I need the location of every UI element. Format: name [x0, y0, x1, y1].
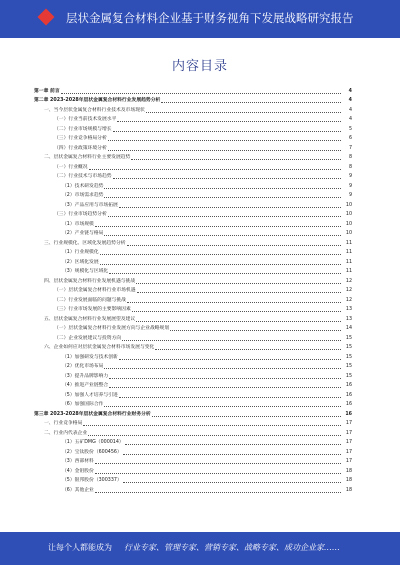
toc-entry[interactable]: [34, 142, 352, 152]
toc-entry-text: （1）市场规模: [62, 221, 94, 227]
toc-page-number: 17: [345, 430, 352, 436]
toc-leader-dots: [127, 302, 341, 303]
footer-bar: [0, 532, 400, 565]
toc-leader-dots: [95, 473, 341, 474]
toc-entry[interactable]: [34, 361, 352, 371]
toc-entry-text: （2）产业链与格局: [62, 231, 104, 236]
toc-page-number: 14: [345, 326, 352, 331]
toc-page-number: 18: [345, 487, 352, 493]
toc-entry[interactable]: [34, 218, 352, 228]
toc-entry-text: （1）加强研发与技术创新: [62, 354, 118, 360]
toc-entry-text: （4）金钼股份: [62, 468, 94, 474]
toc-entry[interactable]: [34, 161, 352, 171]
toc-entry[interactable]: [34, 247, 352, 257]
table-of-contents: [34, 85, 352, 494]
toc-entry-text: （2）宝钛股份（600456）: [62, 449, 122, 455]
toc-leader-dots: [127, 245, 341, 246]
toc-entry[interactable]: [34, 446, 352, 456]
toc-entry[interactable]: [34, 294, 352, 304]
toc-entry[interactable]: [34, 313, 352, 323]
toc-page-number: 10: [345, 202, 352, 208]
toc-leader-dots: [119, 207, 341, 208]
toc-leader-dots: [136, 321, 341, 322]
toc-entry[interactable]: [34, 228, 352, 238]
toc-page-number: 18: [345, 468, 352, 474]
toc-entry[interactable]: [34, 123, 352, 133]
toc-entry[interactable]: [34, 266, 352, 276]
toc-entry-text: （四）行业政策环境分析: [54, 145, 107, 151]
toc-entry-text: 六、企业如何应对层状金属复合材料市场发展与变化: [44, 345, 155, 350]
toc-page-number: 17: [345, 449, 352, 455]
toc-page-number: 16: [345, 392, 352, 398]
toc-leader-dots: [113, 178, 341, 179]
toc-entry-text: 五、层状金属复合材料行业发展展望及建议: [44, 316, 136, 322]
toc-entry[interactable]: [34, 209, 352, 219]
toc-page-number: 9: [348, 174, 352, 179]
toc-entry-text: （1）五矿DMG（000014）: [62, 440, 124, 445]
toc-leader-dots: [104, 188, 341, 189]
toc-entry-text: 二、层状金属复合材料行业主要发展趋势: [44, 155, 131, 160]
toc-entry[interactable]: [34, 332, 352, 342]
toc-entry[interactable]: [34, 342, 352, 352]
toc-page-number: 9: [348, 193, 352, 198]
toc-page-number: 10: [345, 231, 352, 236]
toc-entry-text: （一）行业当前技术发展水平: [54, 117, 117, 122]
toc-entry[interactable]: [34, 199, 352, 209]
toc-page-number: 15: [345, 364, 352, 369]
toc-leader-dots: [136, 283, 341, 284]
toc-page-number: 5: [348, 126, 352, 132]
toc-entry-text: （3）提升品牌影响力: [62, 373, 109, 379]
toc-entry-text: 第一章 前言: [34, 88, 60, 94]
toc-leader-dots: [100, 254, 341, 255]
toc-leader-dots: [125, 444, 341, 445]
toc-entry[interactable]: [34, 152, 352, 162]
toc-page-number: 10: [345, 212, 352, 217]
toc-entry-text: （3）西部材料: [62, 459, 94, 464]
toc-entry[interactable]: [34, 114, 352, 124]
toc-leader-dots: [152, 416, 341, 417]
toc-leader-dots: [155, 349, 341, 350]
toc-entry[interactable]: [34, 171, 352, 181]
footer-subline: 行业专家、管理专家、营销专家、战略专家、成功企业家……: [124, 543, 340, 552]
toc-leader-dots: [83, 425, 341, 426]
toc-leader-dots: [104, 197, 341, 198]
toc-page-number: 15: [345, 354, 352, 360]
toc-page-number: 13: [345, 307, 352, 312]
toc-page-number: 4: [348, 88, 352, 94]
toc-entry-text: （2）市场需求趋势: [62, 193, 104, 198]
toc-page-number: 4: [348, 98, 352, 103]
toc-entry[interactable]: [34, 85, 352, 95]
toc-entry[interactable]: [34, 304, 352, 314]
toc-leader-dots: [170, 330, 341, 331]
toc-entry[interactable]: [34, 399, 352, 409]
toc-entry[interactable]: [34, 456, 352, 466]
toc-leader-dots: [119, 397, 341, 398]
toc-leader-dots: [104, 368, 341, 369]
toc-leader-dots: [95, 492, 341, 493]
toc-entry[interactable]: [34, 285, 352, 295]
toc-entry[interactable]: [34, 95, 352, 105]
toc-page-number: 16: [345, 383, 352, 388]
toc-heading: 内容目录: [171, 59, 228, 74]
toc-entry[interactable]: [34, 370, 352, 380]
toc-entry-text: （二）行业技术与市场趋势: [54, 174, 112, 179]
toc-page-number: 10: [345, 221, 352, 227]
toc-leader-dots: [89, 169, 341, 170]
toc-leader-dots: [117, 121, 341, 122]
toc-leader-dots: [137, 292, 341, 293]
toc-entry-text: （1）技术研发趋势: [62, 183, 104, 189]
toc-entry[interactable]: [34, 256, 352, 266]
toc-page-number: 12: [345, 288, 352, 293]
toc-entry-text: （4）推进产业链整合: [62, 383, 109, 388]
toc-entry-text: （5）加强人才培养与引进: [62, 392, 118, 398]
toc-page-number: 8: [348, 155, 352, 160]
toc-leader-dots: [161, 102, 341, 103]
toc-leader-dots: [109, 273, 341, 274]
toc-entry-text: （三）行业竞争格局分析: [54, 136, 107, 141]
toc-entry[interactable]: [34, 475, 352, 485]
toc-entry[interactable]: [34, 389, 352, 399]
footer-slogan: 让每个人都能成为: [48, 543, 112, 552]
toc-entry[interactable]: [34, 190, 352, 200]
toc-page-number: 17: [345, 421, 352, 426]
toc-entry[interactable]: [34, 351, 352, 361]
toc-entry-text: 第二章 2023-2028年层状金属复合材料行业发展趋势分析: [34, 98, 161, 103]
toc-page-number: 15: [345, 373, 352, 379]
toc-entry-text: （1）行业规模化: [62, 250, 99, 255]
toc-entry-text: （3）规模化与区域化: [62, 269, 109, 274]
toc-leader-dots: [95, 463, 341, 464]
toc-page-number: 11: [345, 269, 352, 274]
toc-leader-dots: [95, 226, 341, 227]
toc-page-number: 12: [345, 278, 352, 284]
toc-leader-dots: [108, 150, 341, 151]
toc-leader-dots: [88, 435, 341, 436]
toc-entry[interactable]: [34, 484, 352, 494]
toc-entry[interactable]: [34, 323, 352, 333]
toc-leader-dots: [109, 387, 341, 388]
toc-entry-text: （2）优化市场布局: [62, 364, 104, 369]
toc-entry[interactable]: [34, 180, 352, 190]
toc-page-number: 4: [348, 117, 352, 122]
toc-leader-dots: [113, 131, 341, 132]
toc-page-number: 15: [345, 345, 352, 350]
toc-entry-text: （三）行业市场趋势分析: [54, 212, 107, 217]
toc-entry[interactable]: [34, 237, 352, 247]
toc-page-number: 11: [345, 259, 352, 265]
toc-entry-text: 一、行业竞争格局: [44, 421, 83, 426]
toc-leader-dots: [100, 264, 341, 265]
toc-entry-text: 三、行业规模化、区域化发展趋势分析: [44, 240, 126, 246]
toc-leader-dots: [132, 311, 341, 312]
toc-entry-text: （5）银邦股份（300337）: [62, 478, 122, 483]
toc-leader-dots: [104, 406, 341, 407]
toc-page-number: 9: [348, 183, 352, 189]
toc-entry-text: （一）层状金属复合材料行业发展方向与企业战略规划: [54, 326, 170, 331]
toc-entry-text: 一、当今层状金属复合材料行业技术及市场现状: [44, 107, 145, 113]
toc-page-number: 18: [345, 478, 352, 483]
toc-page-number: 13: [345, 316, 352, 322]
diamond-icon: [38, 9, 55, 26]
toc-entry[interactable]: [34, 437, 352, 447]
toc-leader-dots: [131, 159, 341, 160]
toc-leader-dots: [61, 93, 341, 94]
toc-entry-text: （二）企业发展建议与投资方向: [54, 335, 122, 341]
toc-page-number: 16: [345, 402, 352, 407]
toc-page-number: 7: [348, 145, 352, 151]
toc-entry-text: 二、行业内代表企业: [44, 430, 88, 436]
toc-entry-text: （3）产品应用与市场拓展: [62, 202, 118, 208]
toc-page-number: 11: [345, 250, 352, 255]
toc-page-number: 11: [345, 240, 352, 246]
report-title: 层状金属复合材料企业基于财务视角下发展战略研究报告: [66, 11, 354, 25]
toc-entry-text: （6）其他企业: [62, 487, 94, 493]
toc-entry-text: （二）行业市场规模与增长: [54, 126, 112, 132]
toc-leader-dots: [123, 482, 341, 483]
toc-entry-text: （2）区域化发展: [62, 259, 99, 265]
toc-page-number: 8: [348, 164, 352, 170]
toc-page-number: 4: [348, 107, 352, 113]
toc-entry-text: （6）加强国际合作: [62, 402, 104, 407]
toc-entry[interactable]: [34, 418, 352, 428]
toc-leader-dots: [108, 216, 341, 217]
toc-entry-text: （一）层状金属复合材料行业市场机遇: [54, 288, 136, 293]
header-bar: [0, 0, 400, 38]
toc-entry[interactable]: [34, 380, 352, 390]
toc-entry-text: （三）行业市场发展的主要影响因素: [54, 307, 131, 312]
toc-leader-dots: [146, 112, 341, 113]
toc-leader-dots: [119, 359, 341, 360]
toc-entry-text: 第三章 2023-2028年层状金属复合材料行业财务分析: [34, 411, 151, 417]
toc-entry[interactable]: [34, 104, 352, 114]
toc-page-number: 17: [345, 440, 352, 445]
toc-page-number: 16: [345, 411, 352, 417]
toc-page-number: 17: [345, 459, 352, 464]
toc-page-number: 6: [348, 136, 352, 141]
toc-page-number: 12: [345, 297, 352, 303]
toc-leader-dots: [122, 340, 341, 341]
toc-entry-text: （一）行业概况: [54, 164, 88, 170]
toc-entry[interactable]: [34, 465, 352, 475]
toc-entry[interactable]: [34, 275, 352, 285]
toc-leader-dots: [108, 140, 341, 141]
toc-entry[interactable]: [34, 427, 352, 437]
toc-leader-dots: [109, 378, 341, 379]
toc-leader-dots: [123, 454, 341, 455]
toc-leader-dots: [104, 235, 341, 236]
toc-entry-text: （二）行业发展面临的问题与挑战: [54, 297, 126, 303]
toc-entry[interactable]: [34, 408, 352, 418]
toc-entry[interactable]: [34, 133, 352, 143]
toc-page-number: 15: [345, 335, 352, 341]
toc-entry-text: 四、层状金属复合材料行业发展机遇与挑战: [44, 278, 136, 284]
